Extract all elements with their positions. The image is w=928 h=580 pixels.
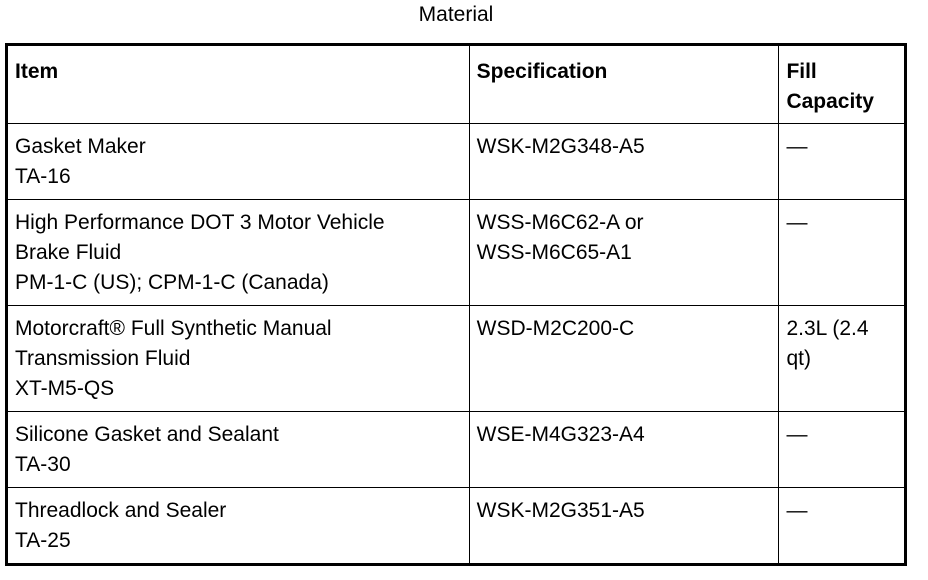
cell-item-line: Motorcraft® Full Synthetic Manual [15, 317, 332, 340]
cell-item [7, 488, 470, 565]
cell-item-line: TA-16 [15, 165, 71, 188]
cell-item [7, 200, 470, 306]
cell-item [7, 124, 470, 200]
cell-fill-capacity-line: — [786, 423, 808, 446]
header-item [7, 45, 470, 124]
table-caption: Material [418, 3, 494, 26]
cell-item-line: Transmission Fluid [15, 347, 191, 370]
cell-specification-line: WSK-M2G348-A5 [476, 135, 645, 158]
cell-fill-capacity-line: 2.3L (2.4 [786, 317, 869, 340]
cell-specification-line: WSK-M2G351-A5 [476, 499, 645, 522]
header-fill-capacity-label-1: Fill [786, 60, 817, 83]
table-body [7, 124, 906, 565]
table-row [7, 200, 906, 306]
cell-fill-capacity-line: — [786, 211, 808, 234]
header-specification [469, 45, 779, 124]
table-row [7, 306, 906, 412]
cell-fill-capacity [779, 200, 906, 306]
cell-item-line: High Performance DOT 3 Motor Vehicle [15, 211, 385, 234]
cell-specification [469, 200, 779, 306]
cell-fill-capacity [779, 412, 906, 488]
cell-item-line: Brake Fluid [15, 241, 122, 264]
cell-specification [469, 124, 779, 200]
cell-item [7, 306, 470, 412]
header-fill-capacity [779, 45, 906, 124]
cell-fill-capacity [779, 124, 906, 200]
cell-item-line: TA-30 [15, 453, 71, 476]
cell-specification [469, 488, 779, 565]
header-item-label: Item [15, 60, 59, 83]
cell-specification-line: WSS-M6C65-A1 [476, 241, 632, 264]
table-row [7, 124, 906, 200]
material-table [5, 43, 907, 566]
cell-specification-line: WSD-M2C200-C [476, 317, 635, 340]
cell-fill-capacity-line: — [786, 135, 808, 158]
cell-fill-capacity [779, 488, 906, 565]
cell-fill-capacity-line: qt) [786, 347, 811, 370]
cell-specification [469, 412, 779, 488]
table-row [7, 412, 906, 488]
cell-item-line: PM-1-C (US); CPM-1-C (Canada) [15, 271, 329, 294]
cell-item-line: XT-M5-QS [15, 377, 115, 400]
header-fill-capacity-label-2: Capacity [786, 90, 874, 113]
cell-item-line: TA-25 [15, 529, 71, 552]
cell-fill-capacity-line: — [786, 499, 808, 522]
cell-specification [469, 306, 779, 412]
cell-item-line: Silicone Gasket and Sealant [15, 423, 279, 446]
cell-item-line: Threadlock and Sealer [15, 499, 227, 522]
cell-fill-capacity [779, 306, 906, 412]
table-row [7, 488, 906, 565]
header-specification-label: Specification [476, 60, 608, 83]
cell-specification-line: WSE-M4G323-A4 [476, 423, 645, 446]
cell-item [7, 412, 470, 488]
table-header-row [7, 45, 906, 124]
cell-specification-line: WSS-M6C62-A or [476, 211, 644, 234]
cell-item-line: Gasket Maker [15, 135, 146, 158]
